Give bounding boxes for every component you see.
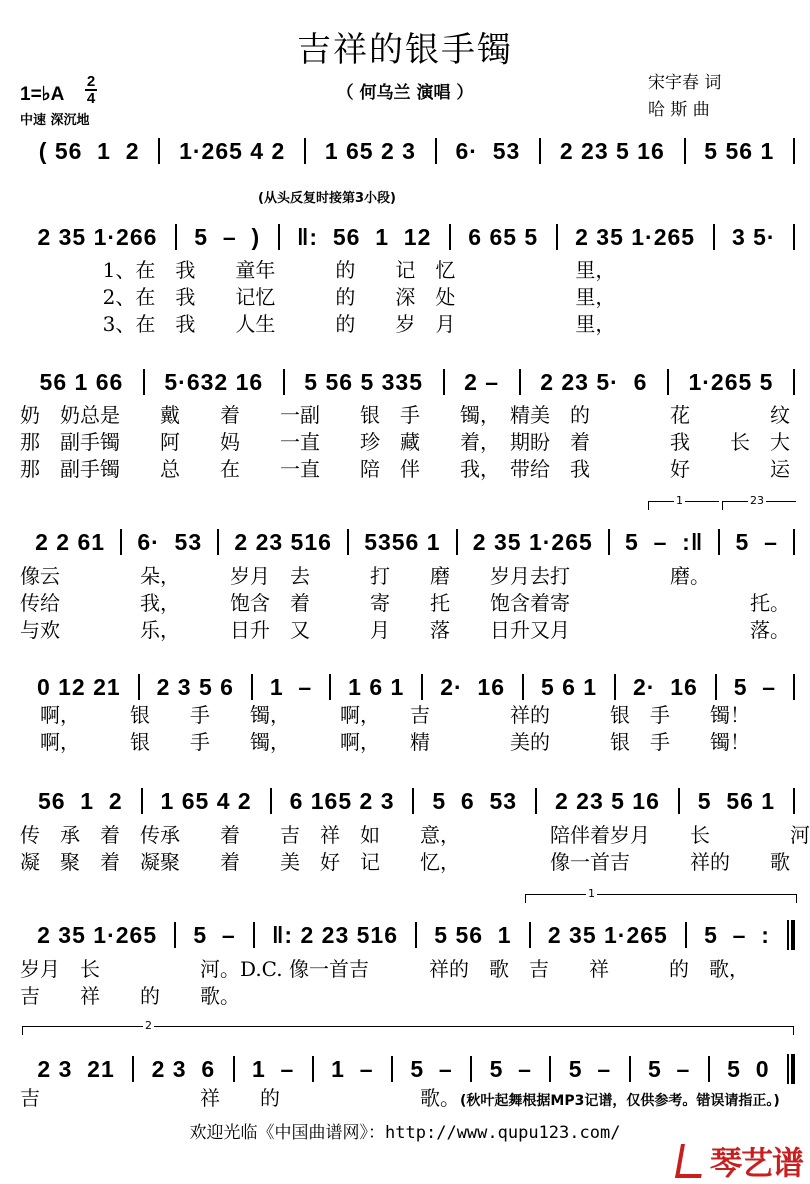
measure: 2 3 6 (151, 1055, 216, 1082)
lyric-text: 吉 祥 的 歌。 (20, 984, 240, 1008)
measure: 2 23 5· 6 (540, 368, 648, 395)
measure: 1·265 4 2 (179, 137, 286, 164)
measure: 6· 53 (455, 137, 521, 164)
measure: ‖: 56 1 12 (296, 223, 432, 250)
lyric-text: 啊， 银 手 镯， 啊， 精 美的 银 手 镯！ (20, 730, 750, 754)
measure: 6· 53 (137, 528, 203, 555)
measure: 5 56 1 (704, 137, 775, 164)
song-title: 吉祥的银手镯 (297, 30, 513, 70)
lyric-line (20, 984, 240, 1008)
logo-icon (675, 1144, 707, 1178)
measure: ‖: 2 23 516 (271, 921, 399, 948)
measure: 5 – (735, 528, 778, 555)
tempo-marking: 中速 深沉地 (20, 113, 90, 128)
barline (793, 369, 795, 395)
time-bottom: 4 (86, 90, 96, 107)
measure: 5 – (410, 1055, 453, 1082)
composer-credit: 哈 斯 曲 (648, 100, 710, 120)
time-signature (85, 74, 97, 106)
measure: 2· 16 (633, 673, 698, 700)
score-system (20, 671, 795, 703)
measure: 5 6 53 (432, 787, 518, 814)
lyric-text: 3、在 我 人生 的 岁 月 里， (20, 312, 616, 336)
measure: 5 – :‖ (625, 528, 704, 555)
time-top: 2 (86, 73, 96, 90)
volta-number: 1 (588, 887, 595, 900)
measure: 5356 1 (364, 528, 441, 555)
lyric-text: 像云 朵， 岁月 去 打 磨 岁月去打 磨。 (20, 564, 710, 588)
lyric-line (20, 591, 790, 615)
measure: 5 – (489, 1055, 532, 1082)
measure: 1 65 4 2 (160, 787, 252, 814)
measure: 5·632 16 (164, 368, 264, 395)
volta-bracket (648, 494, 719, 510)
measure: 5 – ) (194, 223, 261, 250)
footer-text: 欢迎光临《中国曲谱网》：http://www.qupu123.com/ (189, 1123, 621, 1143)
score-system (20, 526, 795, 558)
measure: 1 – (251, 1055, 295, 1082)
lyric-line (20, 618, 790, 642)
lyric-text: 吉 祥 的 歌。 (20, 1086, 460, 1110)
lyric-line (20, 285, 615, 309)
barline (793, 138, 795, 164)
measure: 5 56 1 (434, 921, 512, 948)
transcriber-note: (秋叶起舞根据MP3记谱，仅供参考。错误请指正。) (460, 1093, 780, 1109)
lyric-line (20, 823, 810, 847)
measure: 1·265 5 (688, 368, 774, 395)
volta-bracket (722, 494, 796, 510)
lyric-line (20, 850, 790, 874)
measure: 1 – (331, 1055, 374, 1082)
measure: 1 – (269, 673, 313, 700)
measure: 5 0 (727, 1055, 770, 1082)
lyric-line (20, 457, 790, 481)
lyric-line (20, 403, 790, 427)
volta-bracket (525, 887, 797, 903)
score-system (20, 919, 795, 951)
final-barline (787, 1054, 795, 1084)
lyric-line (20, 730, 750, 754)
lyric-line (20, 564, 710, 588)
measure: 56 1 66 (39, 368, 124, 395)
repeat-instruction: (从头反复时接第3小段) (258, 191, 396, 206)
measure: 2 3 21 (37, 1055, 115, 1082)
measure: 2 35 1·265 (472, 528, 593, 555)
measure: 5 – (568, 1055, 612, 1082)
final-barline (787, 920, 795, 950)
score-system (20, 1053, 795, 1085)
measure: 6 65 5 (468, 223, 539, 250)
key-signature: 1=♭A (20, 84, 65, 105)
lyric-line (20, 258, 615, 282)
lyric-text: 与欢 乐， 日升 又 月 落 日升又月 落。 (20, 618, 790, 642)
lyric-text: 那 副手镯 总 在 一直 陪 伴 我， 带给 我 好 运 (20, 457, 790, 481)
measure: 56 1 2 (37, 787, 123, 814)
score-system (20, 366, 795, 398)
score-system (20, 135, 795, 167)
measure: 2 35 1·265 (547, 921, 668, 948)
measure: 2 2 61 (35, 528, 106, 555)
lyric-text: 传 承 着 传承 着 吉 祥 如 意， 陪伴着岁月 长 河 (20, 823, 810, 847)
lyric-line (20, 957, 749, 981)
measure: 0 12 21 (36, 673, 121, 700)
measure: 2 35 1·265 (575, 223, 696, 250)
measure: 2 35 1·265 (37, 921, 158, 948)
measure: 2 3 5 6 (156, 673, 234, 700)
measure: 1 65 2 3 (324, 137, 416, 164)
score-system (20, 221, 795, 253)
lyric-line (20, 703, 750, 727)
measure: 5 – (733, 673, 777, 700)
volta-number: 2 (145, 1019, 152, 1032)
lyric-line (20, 1086, 780, 1113)
measure: 2· 16 (440, 673, 506, 700)
measure: 2 – (464, 368, 500, 395)
site-logo (678, 1138, 803, 1184)
volta-number: 1 (676, 494, 683, 507)
measure: 5 56 1 (697, 787, 776, 814)
measure: 2 35 1·266 (37, 223, 158, 250)
singer-credit: （ 何乌兰 演唱 ） (336, 83, 474, 103)
measure: 5 6 1 (540, 673, 598, 700)
barline (793, 674, 795, 700)
lyric-text: 2、在 我 记忆 的 深 处 里， (20, 285, 616, 309)
lyric-text: 奶 奶总是 戴 着 一副 银 手 镯， 精美 的 花 纹 (20, 403, 790, 427)
lyric-text: 那 副手镯 阿 妈 一直 珍 藏 着， 期盼 着 我 长 大 (20, 430, 790, 454)
measure: 2 23 516 (234, 528, 332, 555)
logo-text: 琴艺谱 (710, 1144, 804, 1182)
measure: 2 23 5 16 (559, 137, 665, 164)
score-system (20, 785, 795, 817)
barline (793, 788, 795, 814)
lyric-text: 凝 聚 着 凝聚 着 美 好 记 忆， 像一首吉 祥的 歌 (20, 850, 790, 874)
barline (793, 529, 795, 555)
lyric-text: 啊， 银 手 镯， 啊， 吉 祥的 银 手 镯！ (20, 703, 750, 727)
lyric-line (20, 430, 790, 454)
volta-number: 23 (750, 494, 764, 507)
lyric-text: 岁月 长 河。D.C. 像一首吉 祥的 歌 吉 祥 的 歌， (20, 957, 749, 981)
measure: 6 165 2 3 (289, 787, 395, 814)
measure: 1 6 1 (348, 673, 405, 700)
measure: 5 – : (704, 921, 770, 948)
measure: 5 56 5 335 (304, 368, 424, 395)
lyric-text: 传给 我， 饱含 着 寄 托 饱含着寄 托。 (20, 591, 790, 615)
lyricist-credit: 宋宇春 词 (648, 73, 722, 93)
measure: ( 56 1 2 (38, 137, 140, 164)
measure: 5 – (193, 921, 236, 948)
lyric-text: 1、在 我 童年 的 记 忆 里， (20, 258, 616, 282)
lyric-line (20, 312, 615, 336)
volta-bracket (22, 1019, 794, 1035)
measure: 3 5· (731, 223, 776, 250)
barline (793, 224, 795, 250)
measure: 5 – (647, 1055, 691, 1082)
measure: 2 23 5 16 (554, 787, 660, 814)
